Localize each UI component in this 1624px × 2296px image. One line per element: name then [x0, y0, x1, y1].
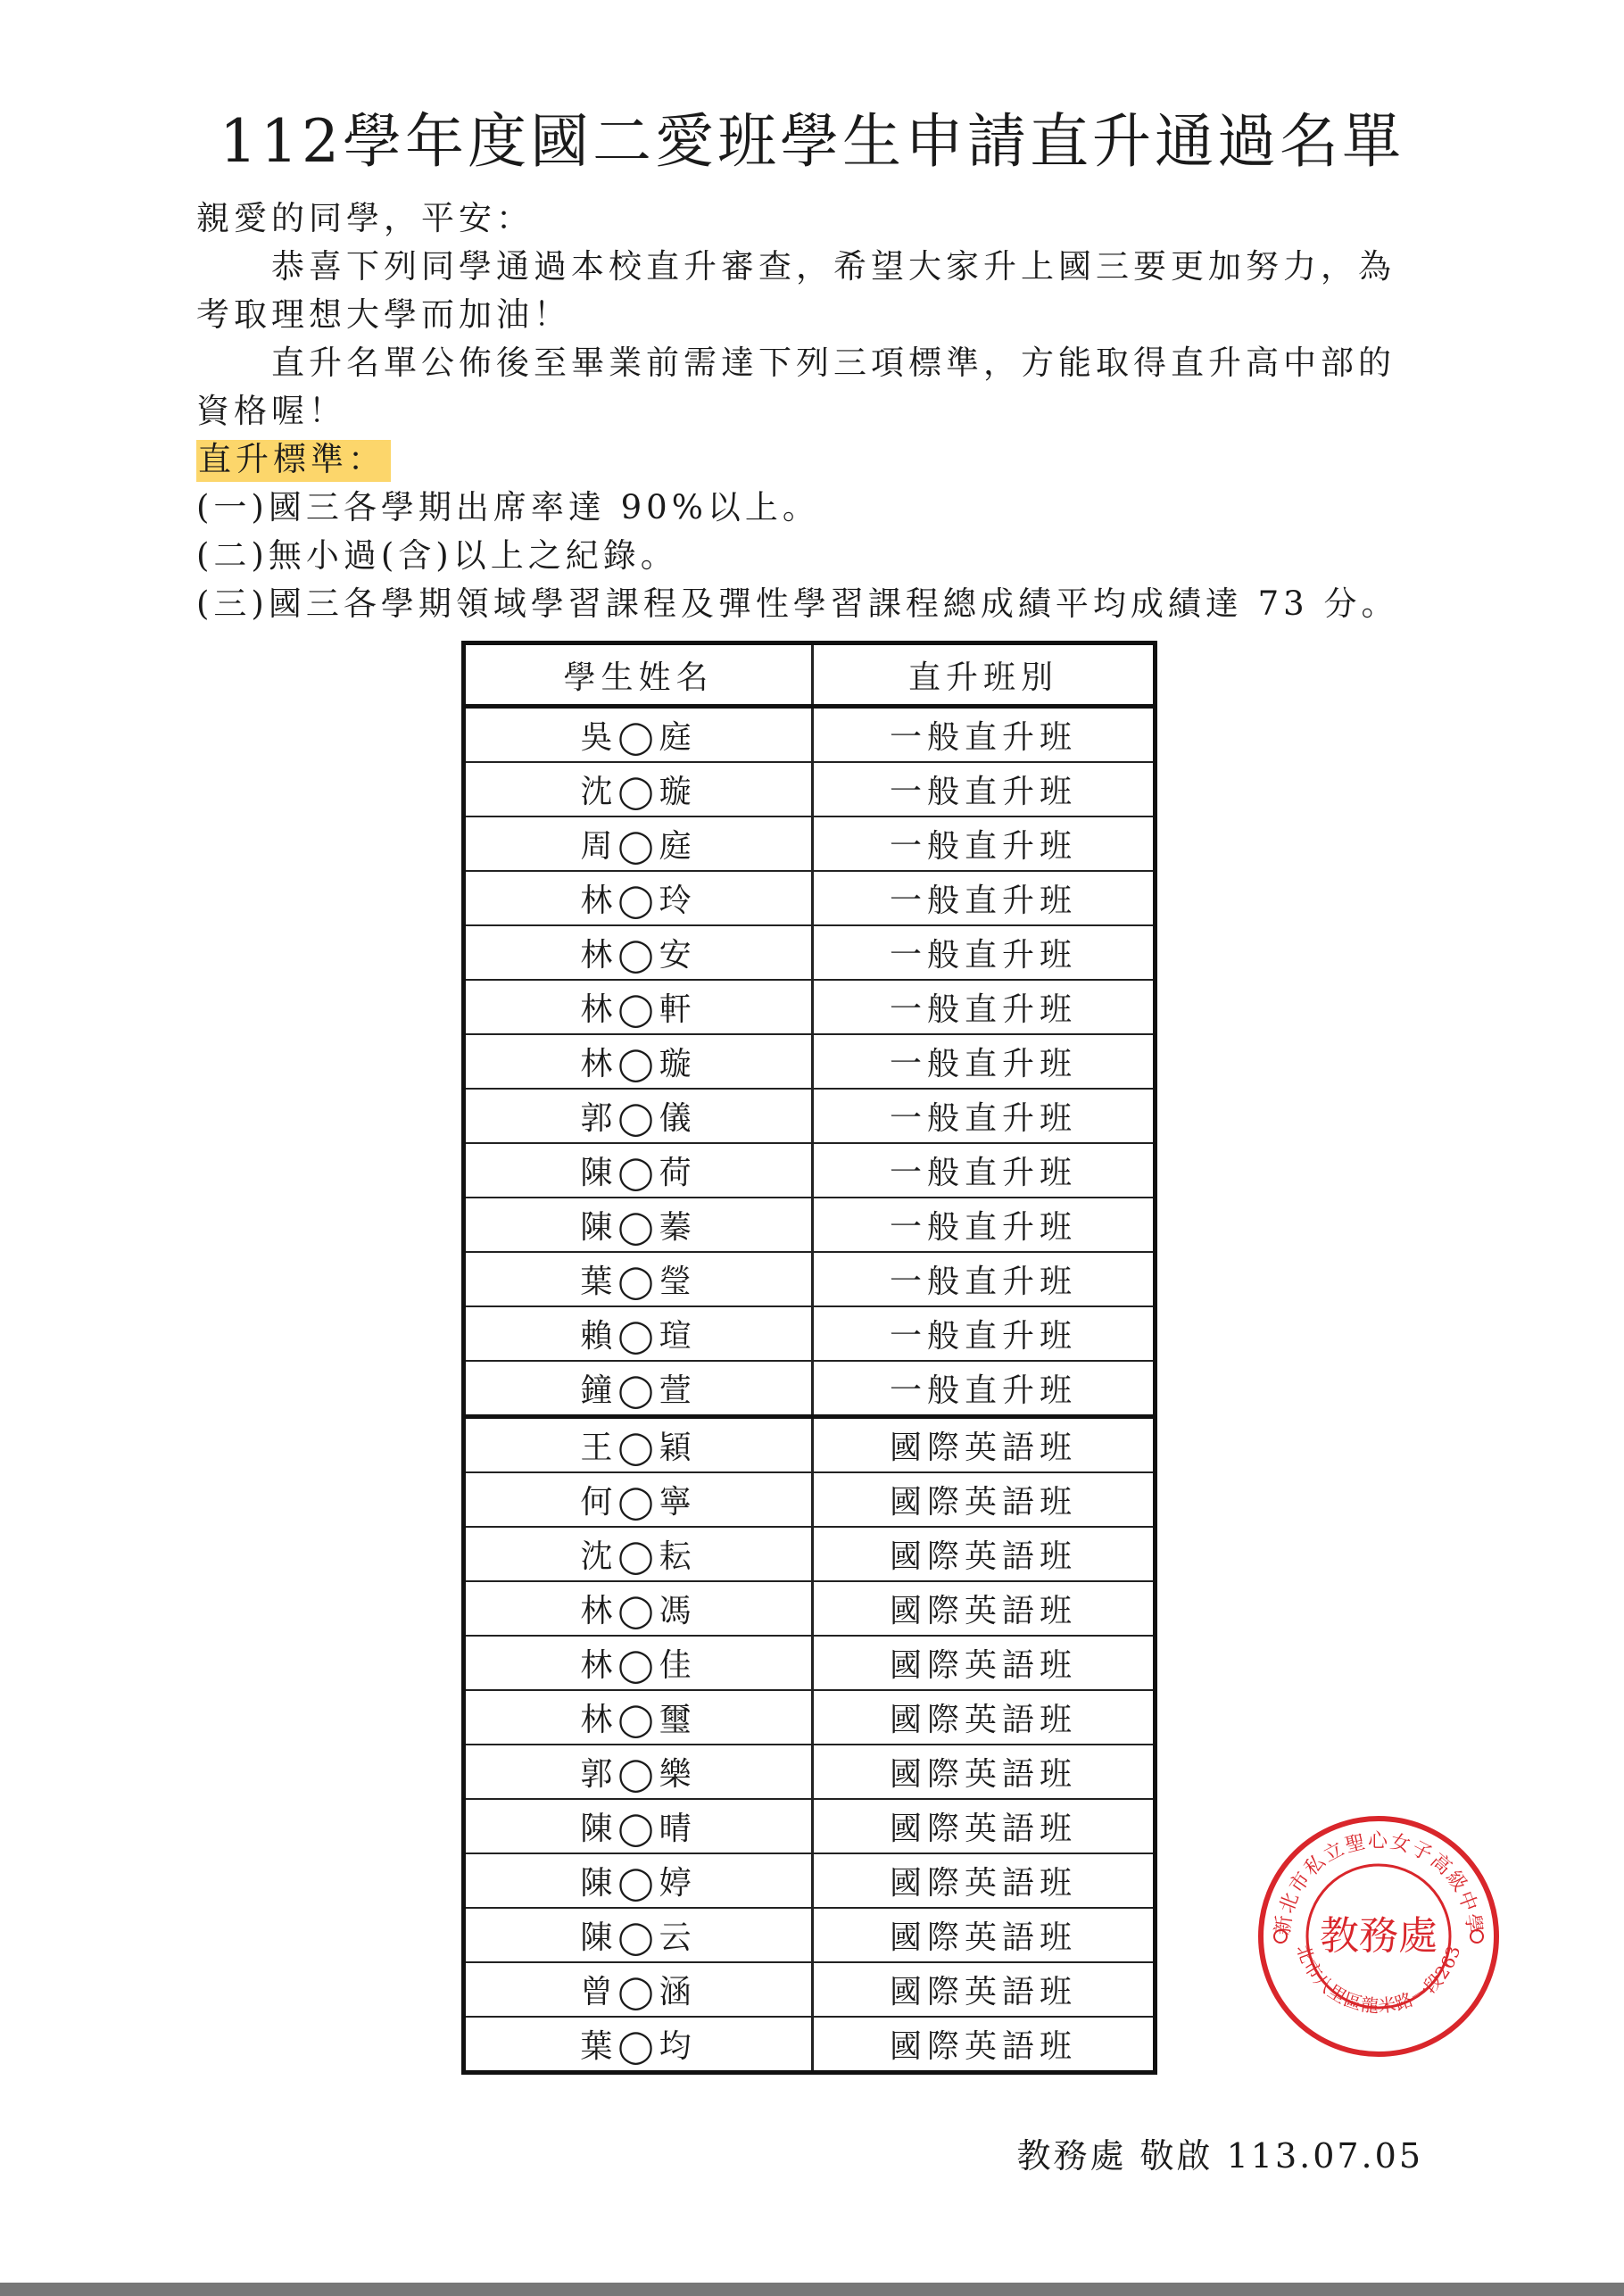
class-type-cell: 國際英語班	[813, 1581, 1156, 1636]
footer-signature: 教務處 敬啟 113.07.05	[1016, 2136, 1423, 2176]
class-type-cell: 國際英語班	[813, 1636, 1156, 1690]
student-name-cell: 陳◯荷	[464, 1143, 813, 1198]
student-name-cell: 沈◯璇	[464, 762, 813, 816]
student-name-cell: 何◯寧	[464, 1472, 813, 1527]
requirement-paragraph: 直升名單公佈後至畢業前需達下列三項標準，方能取得直升高中部的資格喔！	[196, 344, 1396, 430]
seal-graphic	[1254, 1811, 1504, 2061]
class-type-cell: 一般直升班	[813, 816, 1156, 871]
class-type-cell: 一般直升班	[813, 707, 1156, 763]
student-name-cell: 林◯佳	[464, 1636, 813, 1690]
table-row	[464, 1799, 1156, 1853]
class-type-cell: 一般直升班	[813, 1143, 1156, 1198]
class-type-cell: 國際英語班	[813, 1962, 1156, 2017]
class-type-cell: 一般直升班	[813, 762, 1156, 816]
table-row	[464, 1198, 1156, 1252]
student-name-cell: 賴◯瑄	[464, 1306, 813, 1361]
letter-body	[196, 195, 1419, 628]
student-name-cell: 林◯璽	[464, 1690, 813, 1745]
table-row	[464, 1252, 1156, 1306]
table-row	[464, 1143, 1156, 1198]
table-row	[464, 871, 1156, 925]
table-row	[464, 1745, 1156, 1799]
criteria-heading: 直升標準：	[196, 440, 391, 482]
criterion-1: (一)國三各學期出席率達 90%以上。	[196, 488, 820, 526]
student-list-table	[461, 641, 1157, 2075]
student-name-cell: 林◯璇	[464, 1034, 813, 1089]
student-name-cell: 林◯軒	[464, 980, 813, 1034]
table-row	[464, 816, 1156, 871]
table-row	[464, 980, 1156, 1034]
student-name-cell: 陳◯蓁	[464, 1198, 813, 1252]
criterion-2: (二)無小過(含)以上之紀錄。	[196, 536, 678, 575]
class-type-cell: 國際英語班	[813, 1799, 1156, 1853]
table-row	[464, 1089, 1156, 1143]
student-name-cell: 郭◯樂	[464, 1745, 813, 1799]
school-seal	[1254, 1811, 1504, 2061]
seal-bottom-text: 北市八里區龍米路一段263	[1292, 1942, 1465, 2018]
class-type-cell: 國際英語班	[813, 1472, 1156, 1527]
student-name-cell: 沈◯耘	[464, 1527, 813, 1581]
student-name-cell: 鐘◯萱	[464, 1361, 813, 1417]
table-row	[464, 1636, 1156, 1690]
seal-center-text: 教務處	[1320, 1913, 1438, 1959]
criterion-3: (三)國三各學期領域學習課程及彈性學習課程總成績平均成績達 73 分。	[196, 584, 1399, 623]
header-student-name: 學生姓名	[464, 643, 813, 707]
table-row	[464, 1417, 1156, 1473]
student-name-cell: 王◯穎	[464, 1417, 813, 1473]
table-row	[464, 1962, 1156, 2017]
table-row	[464, 1361, 1156, 1417]
congratulation-paragraph: 恭喜下列同學通過本校直升審查，希望大家升上國三要更加努力，為考取理想大學而加油！	[196, 247, 1396, 334]
student-name-cell: 周◯庭	[464, 816, 813, 871]
student-name-cell: 葉◯均	[464, 2017, 813, 2073]
student-name-cell: 吳◯庭	[464, 707, 813, 763]
criteria-heading-line	[196, 435, 1419, 484]
document-title: 112學年度國二愛班學生申請直升通過名單	[220, 107, 1404, 176]
page-bottom-edge	[0, 2283, 1624, 2296]
table-row	[464, 1581, 1156, 1636]
table-row	[464, 2017, 1156, 2073]
table-row	[464, 762, 1156, 816]
class-type-cell: 一般直升班	[813, 1034, 1156, 1089]
student-name-cell: 林◯安	[464, 925, 813, 980]
class-type-cell: 一般直升班	[813, 871, 1156, 925]
class-type-cell: 一般直升班	[813, 1306, 1156, 1361]
class-type-cell: 國際英語班	[813, 1745, 1156, 1799]
student-name-cell: 陳◯云	[464, 1908, 813, 1962]
table-row	[464, 1853, 1156, 1908]
class-type-cell: 國際英語班	[813, 1417, 1156, 1473]
student-name-cell: 林◯玲	[464, 871, 813, 925]
class-type-cell: 一般直升班	[813, 1089, 1156, 1143]
student-name-cell: 林◯馮	[464, 1581, 813, 1636]
student-name-cell: 曾◯涵	[464, 1962, 813, 2017]
table-row	[464, 1908, 1156, 1962]
table-row	[464, 707, 1156, 763]
class-type-cell: 一般直升班	[813, 1198, 1156, 1252]
seal-top-text: 新北市私立聖心女子高級中學	[1272, 1830, 1486, 1937]
class-type-cell: 國際英語班	[813, 1527, 1156, 1581]
class-type-cell: 國際英語班	[813, 1690, 1156, 1745]
table-row	[464, 1690, 1156, 1745]
class-type-cell: 一般直升班	[813, 1361, 1156, 1417]
class-type-cell: 國際英語班	[813, 2017, 1156, 2073]
table-header-row	[464, 643, 1156, 707]
table-row	[464, 1472, 1156, 1527]
student-name-cell: 葉◯瑩	[464, 1252, 813, 1306]
table-row	[464, 1034, 1156, 1089]
class-type-cell: 一般直升班	[813, 1252, 1156, 1306]
class-type-cell: 國際英語班	[813, 1853, 1156, 1908]
class-type-cell: 國際英語班	[813, 1908, 1156, 1962]
class-type-cell: 一般直升班	[813, 925, 1156, 980]
header-class-type: 直升班別	[813, 643, 1156, 707]
greeting: 親愛的同學，平安：	[196, 199, 534, 237]
table-row	[464, 925, 1156, 980]
table-row	[464, 1527, 1156, 1581]
student-name-cell: 郭◯儀	[464, 1089, 813, 1143]
table-row	[464, 1306, 1156, 1361]
student-name-cell: 陳◯婷	[464, 1853, 813, 1908]
class-type-cell: 一般直升班	[813, 980, 1156, 1034]
student-name-cell: 陳◯晴	[464, 1799, 813, 1853]
